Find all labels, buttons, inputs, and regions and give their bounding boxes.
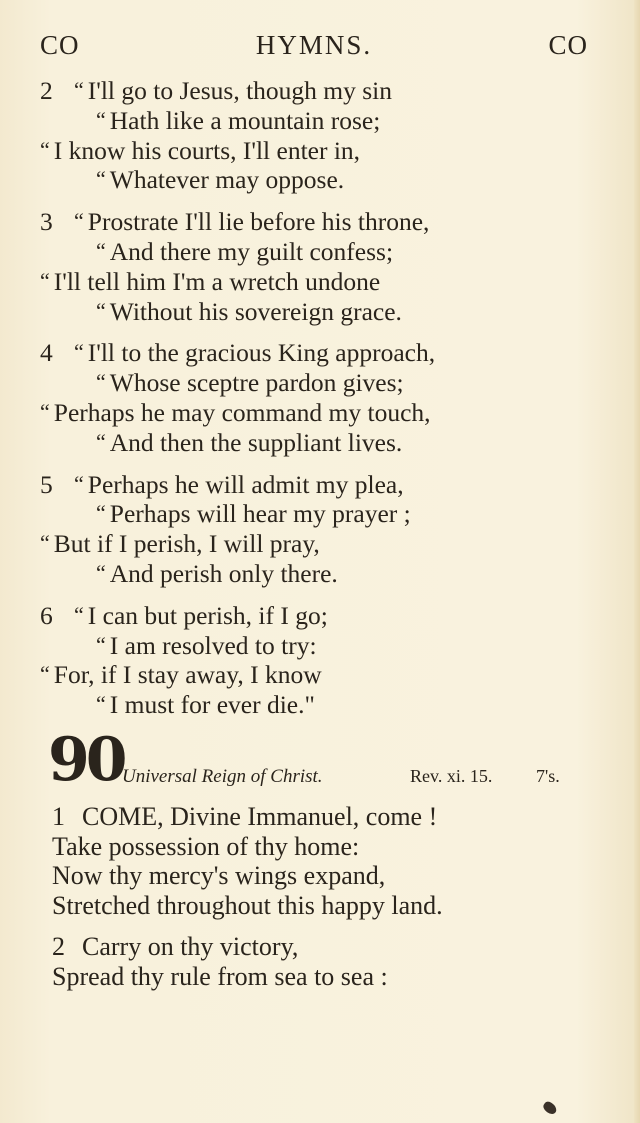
verse-line-text: But if I perish, I will pray,: [53, 529, 320, 559]
verse-line: “ And perish only there.: [96, 558, 338, 588]
verse-line-text: Carry on thy victory,: [82, 932, 299, 961]
verse-line-text: And there my guilt confess;: [109, 236, 394, 266]
verse-line-text: For, if I stay away, I know: [53, 660, 322, 690]
verse-line-text: And perish only there.: [109, 558, 338, 588]
verse-line: [48, 802, 608, 832]
hymn-heading: [48, 725, 608, 802]
verse-number: 3: [40, 207, 53, 237]
scripture-reference: Rev. xi. 15.: [410, 766, 493, 786]
header-right: CO: [548, 30, 588, 60]
verse-line: “ I'll tell him I'm a wretch undone: [40, 266, 381, 296]
verse-line: 2 “ I'll go to Jesus, though my sin: [40, 76, 392, 105]
verse-number: 2: [40, 76, 53, 105]
verse-line-text: Prostrate I'll lie before his throne,: [87, 207, 430, 237]
verse: [48, 802, 608, 920]
verse-line: [48, 932, 608, 962]
verse-number: 6: [40, 600, 53, 630]
verse-line: [48, 832, 608, 862]
verse-line-text: I must for ever die.": [109, 690, 315, 720]
verse-line: “ I know his courts, I'll enter in,: [40, 135, 361, 165]
verse-line: “ I must for ever die.": [96, 690, 315, 720]
hymn-number: 90: [48, 725, 124, 795]
verse-line: 3 “ Prostrate I'll lie before his throne,: [40, 207, 430, 237]
verse: [40, 207, 600, 326]
verse-line-text: I know his courts, I'll enter in,: [53, 135, 361, 165]
verse-line: 4 “ I'll to the gracious King approach,: [40, 338, 436, 368]
verse-line: 6 “ I can but perish, if I go;: [40, 600, 328, 630]
verse-line: “ But if I perish, I will pray,: [40, 529, 320, 559]
verse: [40, 470, 600, 589]
verse-line-text: Whose sceptre pardon gives;: [109, 368, 404, 398]
hymn-90: [48, 725, 608, 1003]
hymn-89-verses: [40, 76, 600, 732]
verse-line-text: Stretched throughout this happy land.: [52, 890, 443, 920]
verse-number: 2: [52, 932, 65, 961]
verse-number: 5: [40, 469, 53, 499]
verse-line-text: Hath like a mountain rose;: [109, 105, 381, 135]
verse-line: “ Perhaps will hear my prayer ;: [96, 499, 411, 529]
verse-line-text: COME, Divine Immanuel, come !: [82, 802, 438, 831]
verse-line: 5 “ Perhaps he will admit my plea,: [40, 469, 404, 499]
verse-line: “ Whose sceptre pardon gives;: [96, 368, 404, 398]
verse-line-text: Take possession of thy home:: [52, 831, 360, 861]
verse-line-text: And then the suppliant lives.: [109, 427, 403, 457]
verse-line: “ Hath like a mountain rose;: [96, 105, 381, 135]
verse: [48, 932, 608, 991]
verse-line-text: I can but perish, if I go;: [87, 600, 328, 630]
verse: [40, 76, 600, 195]
verse-line: “ Whatever may oppose.: [96, 165, 345, 195]
ink-mark: [541, 1100, 558, 1116]
verse-number: 4: [40, 338, 53, 368]
verse-line: “ For, if I stay away, I know: [40, 660, 322, 690]
verse-line: [48, 861, 608, 891]
page-edge: [634, 0, 640, 1123]
hymn-meter: 7's.: [536, 766, 560, 786]
header-left: CO: [40, 30, 80, 60]
verse-line-text: I'll to the gracious King approach,: [87, 338, 436, 368]
hymn-title: Universal Reign of Christ.: [122, 766, 323, 787]
running-header: [40, 30, 588, 66]
verse-line: “ I am resolved to try:: [96, 630, 317, 660]
verse-line: “ Without his sovereign grace.: [96, 296, 402, 326]
verse: [40, 601, 600, 720]
header-title: HYMNS.: [255, 30, 373, 60]
verse-line-text: Without his sovereign grace.: [109, 296, 402, 326]
verse: [40, 338, 600, 457]
verse-line: [48, 891, 608, 921]
verse-line: “ Perhaps he may command my touch,: [40, 397, 431, 427]
verse-line-text: I'll go to Jesus, though my sin: [87, 76, 392, 105]
verse-line-text: I'll tell him I'm a wretch undone: [53, 266, 381, 296]
verse-line: [48, 962, 608, 992]
verse-line: “ And then the suppliant lives.: [96, 427, 403, 457]
verse-line-text: Perhaps will hear my prayer ;: [109, 499, 411, 529]
verse-line: “ And there my guilt confess;: [96, 236, 394, 266]
verse-line-text: I am resolved to try:: [109, 630, 317, 660]
verse-line-text: Spread thy rule from sea to sea :: [52, 961, 388, 991]
verse-line-text: Whatever may oppose.: [109, 165, 345, 195]
verse-line-text: Perhaps he may command my touch,: [53, 397, 431, 427]
verse-number: 1: [52, 802, 65, 831]
verse-line-text: Now thy mercy's wings expand,: [52, 861, 386, 890]
verse-line-text: Perhaps he will admit my plea,: [87, 469, 404, 499]
